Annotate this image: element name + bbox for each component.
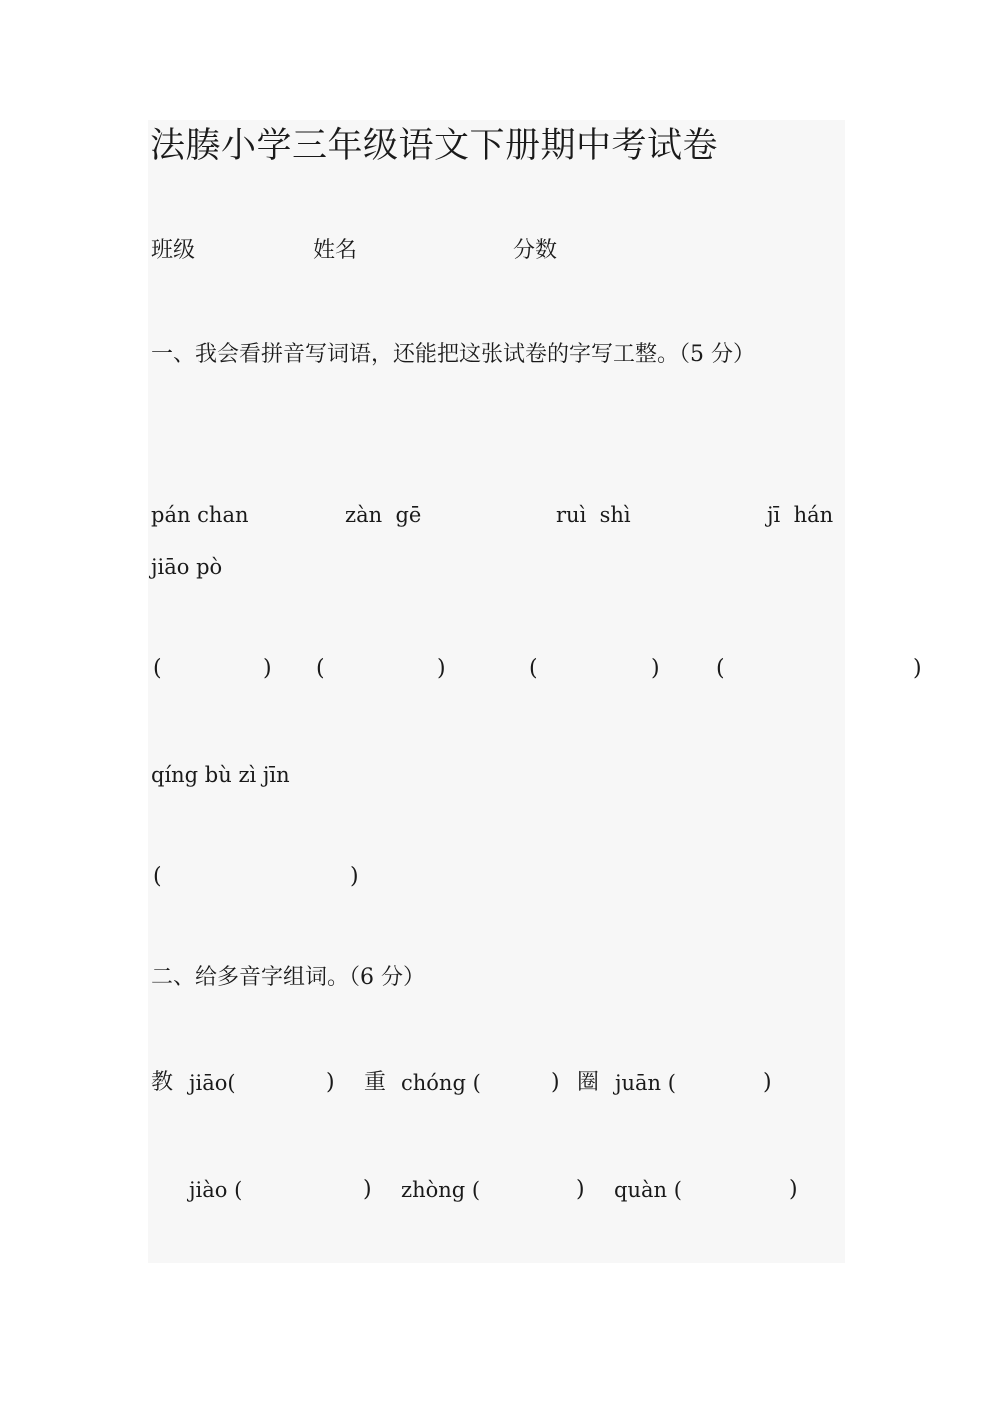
pinyin-word-6: qíng bù zì jīn — [151, 763, 290, 787]
polyphone-blank-5-close: ) — [576, 1177, 585, 1202]
answer-blank-4-close: ) — [913, 656, 922, 681]
polyphone-blank-3-close: ) — [763, 1070, 772, 1095]
section2-heading: 二、给多音字组词。（6 分） — [151, 965, 425, 990]
answer-blank-4-open: ( — [716, 656, 725, 681]
polyphone-blank-6-close: ) — [789, 1177, 798, 1202]
answer-blank-3-close: ) — [651, 656, 660, 681]
answer-blank-1-close: ) — [263, 656, 272, 681]
polyphone-blank-4-close: ) — [363, 1177, 372, 1202]
polyphone-pinyin-jiao1: jiāo( — [189, 1071, 236, 1095]
polyphone-pinyin-quan: quàn ( — [614, 1178, 682, 1202]
pinyin-word-2: zàn gē — [345, 503, 422, 527]
page-title: 法腠小学三年级语文下册期中考试卷 — [150, 126, 719, 166]
pinyin-word-3: ruì shì — [556, 503, 631, 527]
polyphone-pinyin-jiao4: jiào ( — [189, 1178, 243, 1202]
pinyin-word-4: jī hán — [767, 503, 834, 527]
answer-blank-2-close: ) — [437, 656, 446, 681]
polyphone-char-jiao: 教 — [151, 1070, 174, 1095]
polyphone-char-quan: 圈 — [577, 1070, 600, 1095]
polyphone-pinyin-chong: chóng ( — [401, 1071, 481, 1095]
pinyin-word-5: jiāo pò — [151, 555, 223, 579]
polyphone-char-zhong: 重 — [364, 1070, 387, 1095]
pinyin-word-1: pán chan — [151, 503, 249, 527]
answer-blank-3-open: ( — [529, 656, 538, 681]
class-label: 班级 — [151, 238, 196, 263]
answer-blank-2-open: ( — [316, 656, 325, 681]
section1-heading: 一、我会看拼音写词语，还能把这张试卷的字写工整。（5 分） — [151, 342, 755, 367]
polyphone-pinyin-juan: juān ( — [615, 1071, 676, 1095]
answer-blank-1-open: ( — [153, 656, 162, 681]
page-background — [148, 120, 845, 1263]
polyphone-blank-1-close: ) — [326, 1070, 335, 1095]
score-label: 分数 — [513, 238, 558, 263]
polyphone-blank-2-close: ) — [551, 1070, 560, 1095]
answer-blank-5-open: ( — [153, 864, 162, 889]
answer-blank-5-close: ) — [350, 864, 359, 889]
name-label: 姓名 — [313, 238, 358, 263]
polyphone-pinyin-zhong: zhòng ( — [401, 1178, 481, 1202]
